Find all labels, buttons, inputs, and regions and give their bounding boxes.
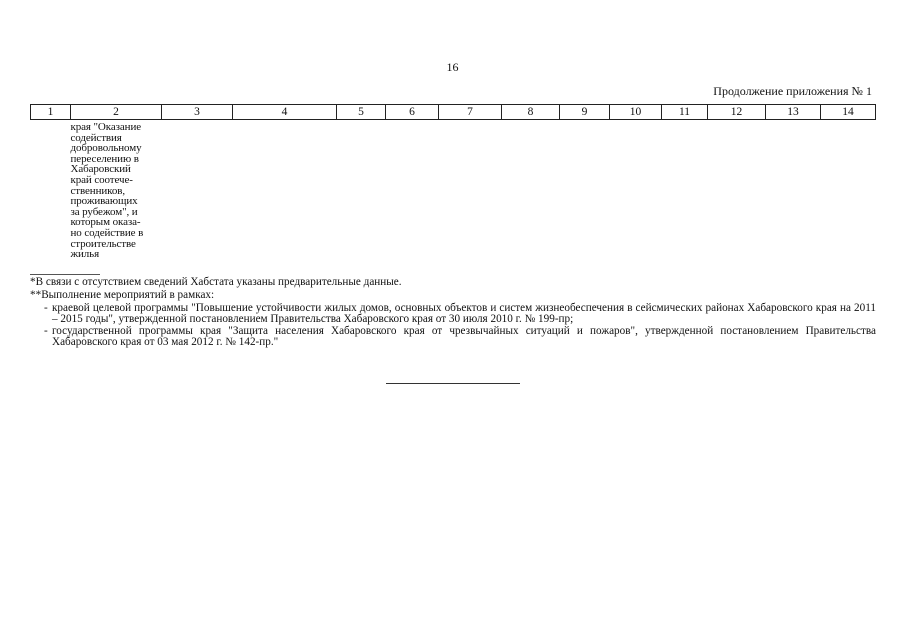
cell-line: но содействие в	[70, 226, 144, 239]
footnote-preliminary-data: *В связи с отсутствием сведений Хабстата указаны предварительные данные.	[30, 276, 402, 288]
column-number: 10	[610, 105, 662, 120]
list-dash: -	[44, 302, 48, 314]
cell-line: за рубежом", и	[70, 205, 138, 218]
column-number: 14	[821, 105, 876, 120]
column-number: 13	[766, 105, 821, 120]
column-number: 8	[502, 105, 560, 120]
cell-line: переселению в	[70, 152, 139, 165]
cell-line: которым оказа-	[70, 216, 141, 229]
column-number: 2	[71, 105, 162, 120]
footnote-program-list	[30, 303, 876, 348]
column-number: 3	[162, 105, 233, 120]
column-number: 6	[386, 105, 439, 120]
column-number: 5	[337, 105, 386, 120]
cell-line: ственников,	[70, 184, 125, 197]
column-number: 7	[439, 105, 502, 120]
footnote-separator	[30, 274, 100, 275]
footnote-program-text: государственной программы края "Защита населения Хабаровского края от чрезвычайных ситуаций и пожаров", утвержденной постановлением Правительства Хабаровского края от 03 мая 2012 г. № 142-пр."	[52, 325, 876, 348]
footnotes	[30, 277, 876, 349]
table-cell	[31, 120, 876, 260]
cell-line: край соотече-	[70, 173, 133, 186]
page-number: 16	[446, 60, 459, 74]
cell-line: содействия	[70, 131, 122, 144]
data-table	[30, 104, 876, 260]
cell-line: Хабаровский	[70, 163, 131, 176]
cell-line: края "Оказание	[70, 121, 142, 133]
column-number: 11	[662, 105, 708, 120]
column-number: 1	[31, 105, 71, 120]
table-row	[31, 120, 876, 260]
column-number-row	[31, 105, 876, 120]
footnote-program-item	[30, 326, 876, 348]
column-number: 12	[708, 105, 766, 120]
continuation-label: Продолжение приложения № 1	[713, 84, 872, 98]
cell-line: проживающих	[70, 195, 138, 208]
column-number: 4	[233, 105, 337, 120]
column-number: 9	[560, 105, 610, 120]
column-2-text	[31, 120, 876, 260]
cell-line: добровольному	[70, 142, 142, 155]
document-end-rule	[386, 383, 520, 384]
list-dash: -	[44, 325, 48, 337]
footnote-program-item	[30, 303, 876, 325]
cell-line: строительстве	[70, 237, 136, 250]
footnote-program-text: краевой целевой программы "Повышение устойчивости жилых домов, основных объектов и систем жизнеобеспечения в сейсмических районах Хабаровского края на 2011 – 2015 годы", утвержденной постановлением Правительства Хабаровского края от 30 июля 2010 г. № 199-пр;	[52, 302, 876, 325]
cell-line: жилья	[70, 248, 100, 261]
footnote-activities: **Выполнение мероприятий в рамках:	[30, 289, 215, 301]
